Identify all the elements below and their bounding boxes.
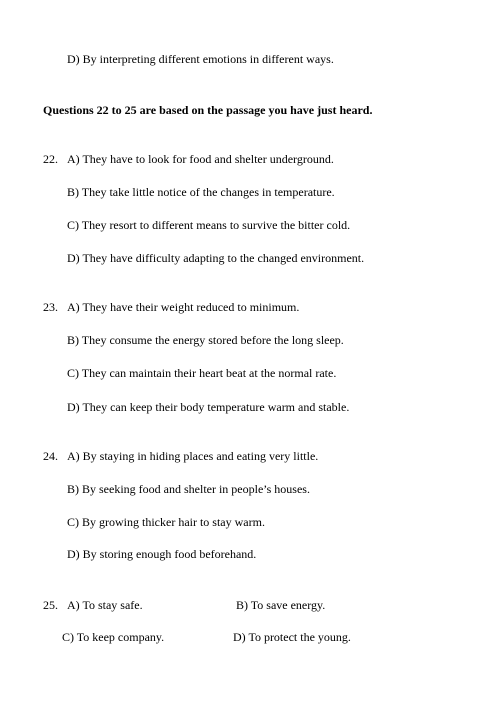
q25-option-a: A) To stay safe. bbox=[67, 598, 143, 612]
q25-option-c: C) To keep company. bbox=[62, 630, 165, 644]
question-number-23: 23. bbox=[43, 300, 58, 314]
section-heading: Questions 22 to 25 are based on the passage you have just heard. bbox=[43, 103, 373, 117]
q24-option-b: B) By seeking food and shelter in people’s houses. bbox=[67, 482, 310, 496]
q24-option-a: A) By staying in hiding places and eating very little. bbox=[67, 449, 319, 463]
question-number-22: 22. bbox=[43, 152, 58, 166]
q25-option-d: D) To protect the young. bbox=[233, 630, 351, 644]
q22-option-b: B) They take little notice of the changes in temperature. bbox=[67, 185, 335, 199]
q24-option-c: C) By growing thicker hair to stay warm. bbox=[67, 515, 265, 529]
q22-option-c: C) They resort to different means to survive the bitter cold. bbox=[67, 218, 351, 232]
q23-option-a: A) They have their weight reduced to minimum. bbox=[67, 300, 300, 314]
question-number-25: 25. bbox=[43, 598, 58, 612]
prev-question-option-d: D) By interpreting different emotions in different ways. bbox=[67, 52, 334, 66]
q23-option-c: C) They can maintain their heart beat at the normal rate. bbox=[67, 366, 337, 380]
q22-option-a: A) They have to look for food and shelter underground. bbox=[67, 152, 334, 166]
q23-option-d: D) They can keep their body temperature warm and stable. bbox=[67, 400, 350, 414]
q23-option-b: B) They consume the energy stored before the long sleep. bbox=[67, 333, 344, 347]
q25-option-b: B) To save energy. bbox=[236, 598, 326, 612]
q22-option-d: D) They have difficulty adapting to the changed environment. bbox=[67, 251, 365, 265]
question-number-24: 24. bbox=[43, 449, 58, 463]
q24-option-d: D) By storing enough food beforehand. bbox=[67, 547, 257, 561]
